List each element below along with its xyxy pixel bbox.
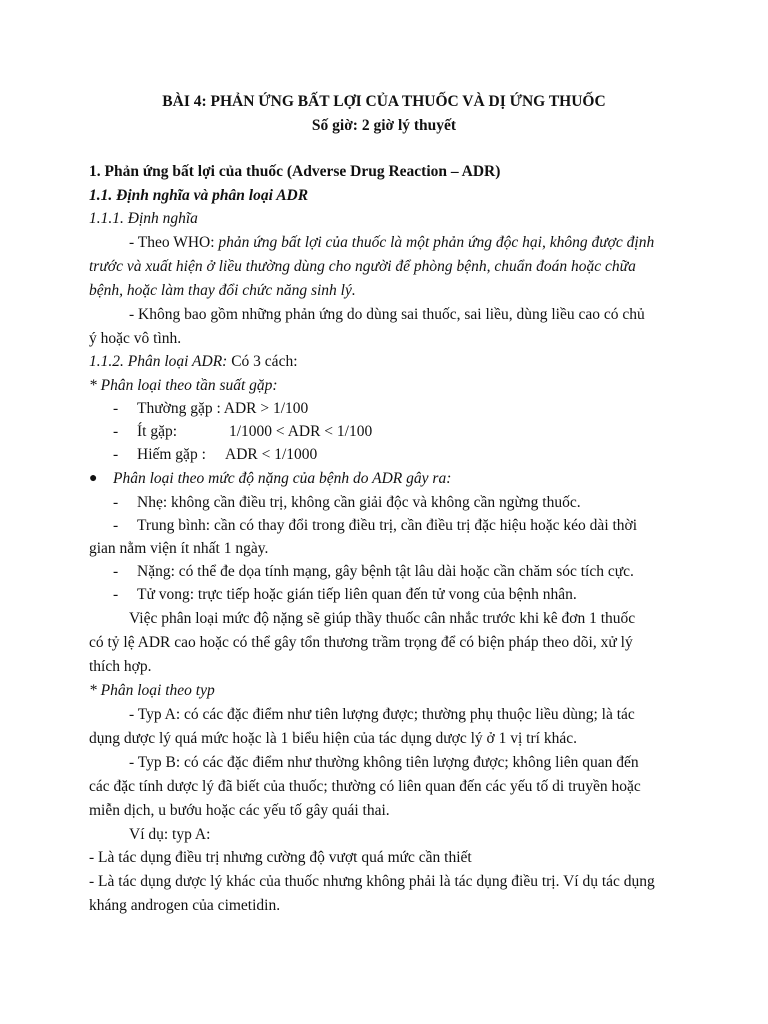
- severity-death: Tử vong: trực tiếp hoặc gián tiếp liên quan đến tử vong của bệnh nhân.: [137, 586, 577, 603]
- dash-marker: -: [113, 423, 119, 440]
- type-b-line-2: các đặc tính dược lý đã biết của thuốc; thường có liên quan đến các yếu tố di truyền hoặc: [89, 778, 641, 795]
- exclusion-line-2: ý hoặc vô tình.: [89, 330, 182, 347]
- frequency-uncommon-value: 1/1000 < ADR < 1/100: [229, 423, 373, 440]
- type-heading: * Phân loại theo typ: [89, 682, 215, 699]
- severity-paragraph-line-2: có tỷ lệ ADR cao hoặc có thể gây tổn thương trầm trọng để có biện pháp theo dõi, xử lý: [89, 634, 633, 651]
- page-subtitle: Số giờ: 2 giờ lý thuyết: [311, 117, 457, 134]
- bullet-marker: ●: [89, 471, 98, 486]
- severity-paragraph-line-3: thích hợp.: [89, 658, 152, 675]
- example-line-2: - Là tác dụng dược lý khác của thuốc nhưng không phải là tác dụng điều trị. Ví dụ tác dụng: [89, 873, 655, 890]
- example-heading: Ví dụ: typ A:: [129, 826, 211, 843]
- frequency-uncommon-label: Ít gặp:: [137, 423, 178, 440]
- dash-marker: -: [113, 563, 119, 580]
- section-heading-1-1-2: [89, 352, 298, 372]
- example-line-3: kháng androgen của cimetidin.: [89, 897, 281, 914]
- section-heading-1-1-1: 1.1.1. Định nghĩa: [89, 210, 198, 227]
- who-definition-line-2: trước và xuất hiện ở liều thường dùng cho người để phòng bệnh, chuẩn đoán hoặc chữa: [89, 258, 636, 275]
- example-line-1: - Là tác dụng điều trị nhưng cường độ vượt quá mức cần thiết: [89, 849, 472, 866]
- severity-mild: Nhẹ: không cần điều trị, không cần giải độc và không cần ngừng thuốc.: [137, 494, 581, 511]
- severity-moderate-line-1: Trung bình: cần có thay đổi trong điều trị, cần điều trị đặc hiệu hoặc kéo dài thời: [137, 517, 638, 534]
- who-prefix: - Theo WHO:: [129, 234, 219, 251]
- classification-count: Có 3 cách:: [227, 353, 298, 370]
- severity-heading: Phân loại theo mức độ nặng của bệnh do ADR gây ra:: [113, 470, 452, 487]
- classification-label: 1.1.2. Phân loại ADR:: [89, 353, 228, 370]
- frequency-common: Thường gặp : ADR > 1/100: [137, 400, 309, 417]
- dash-marker: -: [113, 517, 119, 534]
- frequency-rare-label: Hiếm gặp :: [137, 446, 206, 463]
- severity-severe: Nặng: có thể đe dọa tính mạng, gây bệnh tật lâu dài hoặc cần chăm sóc tích cực.: [137, 563, 634, 580]
- severity-paragraph-line-1: Việc phân loại mức độ nặng sẽ giúp thầy thuốc cân nhắc trước khi kê đơn 1 thuốc: [129, 610, 636, 627]
- who-definition-text: phản ứng bất lợi của thuốc là một phản ứng độc hại, không được định: [218, 234, 655, 251]
- severity-moderate-line-2: gian nằm viện ít nhất 1 ngày.: [89, 540, 269, 557]
- dash-marker: -: [113, 494, 119, 511]
- page-title: BÀI 4: PHẢN ỨNG BẤT LỢI CỦA THUỐC VÀ DỊ ỨNG THUỐC: [162, 93, 606, 110]
- section-heading-1-1: 1.1. Định nghĩa và phân loại ADR: [89, 187, 309, 204]
- dash-marker: -: [113, 586, 119, 603]
- frequency-heading: * Phân loại theo tần suất gặp:: [89, 377, 278, 394]
- exclusion-line-1: - Không bao gồm những phản ứng do dùng sai thuốc, sai liều, dùng liều cao có chủ: [129, 306, 645, 323]
- type-a-line-2: dụng dược lý quá mức hoặc là 1 biểu hiện của tác dụng dược lý ở 1 vị trí khác.: [89, 730, 577, 747]
- type-a-line-1: - Typ A: có các đặc điểm như tiên lượng được; thường phụ thuộc liều dùng; là tác: [129, 706, 635, 723]
- type-b-line-3: miễn dịch, u bướu hoặc các yếu tố gây quái thai.: [89, 802, 390, 819]
- type-b-line-1: - Typ B: có các đặc điểm như thường không tiên lượng được; không liên quan đến: [129, 754, 639, 771]
- dash-marker: -: [113, 400, 119, 417]
- who-definition-line-3: bệnh, hoặc làm thay đổi chức năng sinh lý.: [89, 282, 356, 299]
- frequency-rare-value: ADR < 1/1000: [225, 446, 318, 463]
- who-definition-line-1: [129, 233, 654, 253]
- section-heading-1: 1. Phản ứng bất lợi của thuốc (Adverse Drug Reaction – ADR): [89, 163, 501, 180]
- dash-marker: -: [113, 446, 119, 463]
